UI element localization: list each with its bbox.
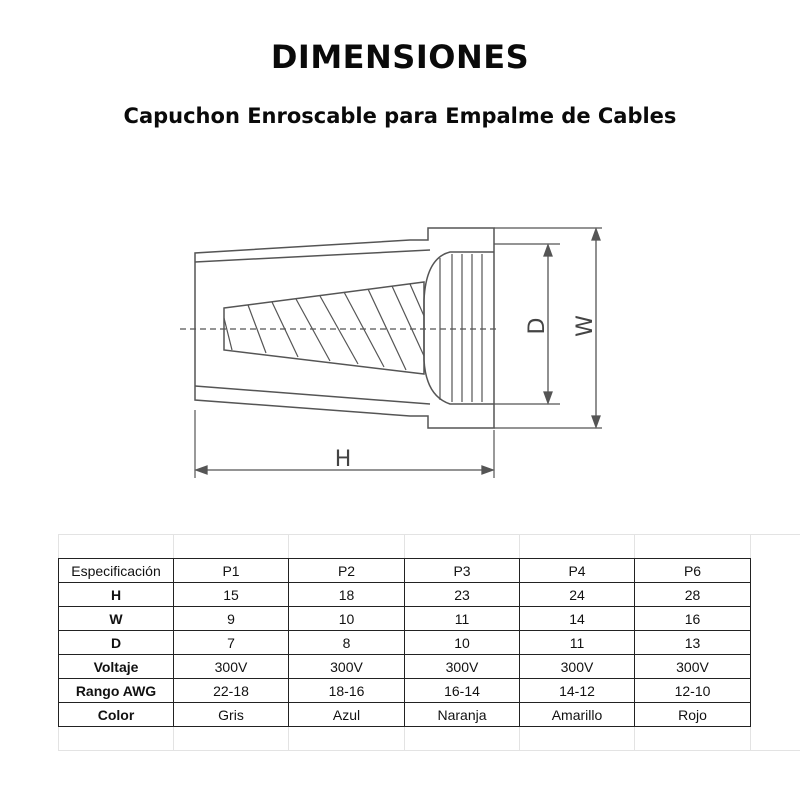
table-row bbox=[59, 607, 751, 631]
table-header-cell: P6 bbox=[635, 559, 751, 583]
table-cell: 300V bbox=[174, 655, 289, 679]
connector-dome bbox=[424, 252, 494, 404]
table-cell: 300V bbox=[635, 655, 751, 679]
table-cell: 11 bbox=[520, 631, 635, 655]
table-cell: 28 bbox=[635, 583, 751, 607]
table-cell: 7 bbox=[174, 631, 289, 655]
label-h: H bbox=[334, 447, 352, 472]
table-cell: 23 bbox=[405, 583, 520, 607]
table-cell: 300V bbox=[289, 655, 405, 679]
row-label: Voltaje bbox=[59, 655, 174, 679]
table-row bbox=[59, 631, 751, 655]
page-subtitle: Capuchon Enroscable para Empalme de Cables bbox=[123, 104, 677, 128]
table-header-cell: P3 bbox=[405, 559, 520, 583]
table-header-cell: P4 bbox=[520, 559, 635, 583]
table-header-cell: Especificación bbox=[59, 559, 174, 583]
table-cell: 22-18 bbox=[174, 679, 289, 703]
row-label: Rango AWG bbox=[59, 679, 174, 703]
row-label: W bbox=[59, 607, 174, 631]
table-row bbox=[59, 679, 751, 703]
table-cell: 14 bbox=[520, 607, 635, 631]
table-cell: 16-14 bbox=[405, 679, 520, 703]
row-label: D bbox=[59, 631, 174, 655]
connector-inner-wall-top bbox=[195, 250, 430, 262]
table-row bbox=[59, 703, 751, 727]
table-cell: 18 bbox=[289, 583, 405, 607]
table-cell: 300V bbox=[520, 655, 635, 679]
connector-inner-wall-bottom bbox=[195, 386, 430, 404]
connector-spring-cone bbox=[224, 282, 424, 374]
table-cell: 12-10 bbox=[635, 679, 751, 703]
table-cell: 9 bbox=[174, 607, 289, 631]
specification-table bbox=[58, 558, 751, 727]
table-cell: 16 bbox=[635, 607, 751, 631]
table-header-row bbox=[59, 559, 751, 583]
row-label: H bbox=[59, 583, 174, 607]
table-cell: Amarillo bbox=[520, 703, 635, 727]
table-cell: 13 bbox=[635, 631, 751, 655]
table-cell: 18-16 bbox=[289, 679, 405, 703]
table-cell: 11 bbox=[405, 607, 520, 631]
row-label: Color bbox=[59, 703, 174, 727]
table-row bbox=[59, 583, 751, 607]
table-cell: 24 bbox=[520, 583, 635, 607]
table-row bbox=[59, 655, 751, 679]
table-cell: Rojo bbox=[635, 703, 751, 727]
table-cell: Naranja bbox=[405, 703, 520, 727]
table-header-cell: P1 bbox=[174, 559, 289, 583]
table-cell: 14-12 bbox=[520, 679, 635, 703]
table-cell: Azul bbox=[289, 703, 405, 727]
table-cell: 10 bbox=[289, 607, 405, 631]
table-cell: 15 bbox=[174, 583, 289, 607]
label-d: D bbox=[525, 317, 550, 335]
table-cell: 8 bbox=[289, 631, 405, 655]
table-header-cell: P2 bbox=[289, 559, 405, 583]
page-title: DIMENSIONES bbox=[270, 38, 530, 76]
table-cell: 10 bbox=[405, 631, 520, 655]
label-w: W bbox=[573, 315, 598, 337]
table-cell: Gris bbox=[174, 703, 289, 727]
table-cell: 300V bbox=[405, 655, 520, 679]
